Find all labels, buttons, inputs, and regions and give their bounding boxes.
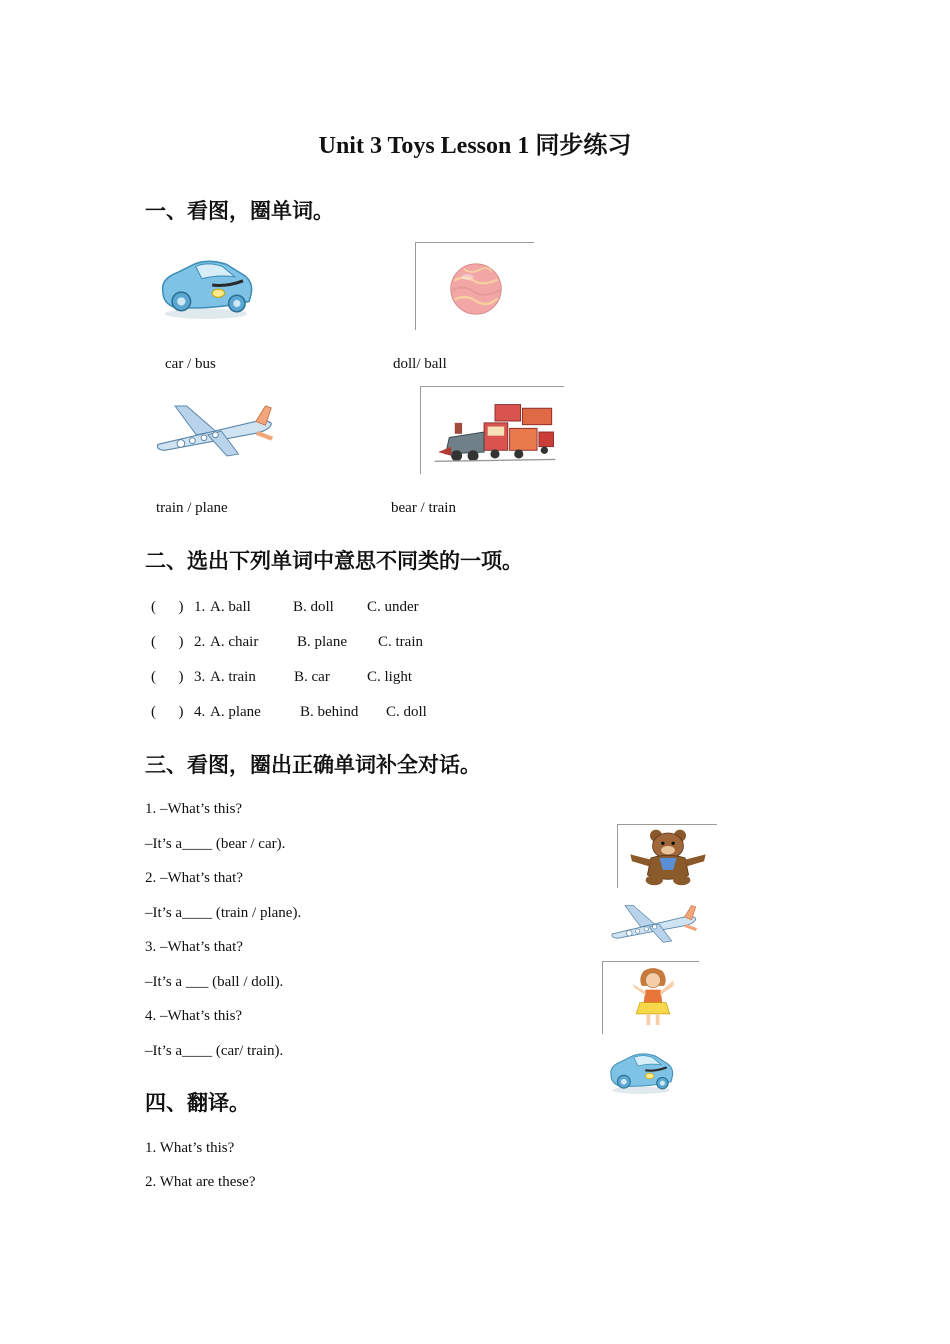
caption-bear-train: bear / train bbox=[391, 500, 456, 516]
section-3-heading: 三、看图，圈出正确单词补全对话。 bbox=[145, 753, 481, 777]
plane-picture-small bbox=[608, 902, 700, 946]
option-c: C. light bbox=[367, 669, 413, 685]
dialogue-line: –It’s a____ (train / plane). bbox=[145, 905, 302, 921]
answer-paren[interactable]: ( ) bbox=[151, 704, 184, 720]
plane-icon bbox=[608, 902, 700, 946]
train-icon bbox=[431, 395, 559, 469]
page-title: Unit 3 Toys Lesson 1 同步练习 bbox=[318, 133, 632, 159]
option-a: A. chair bbox=[210, 634, 259, 650]
dialogue-line: 1. –What’s this? bbox=[145, 801, 243, 817]
car-picture-small bbox=[601, 1046, 681, 1096]
caption-car-bus: car / bus bbox=[165, 356, 216, 372]
answer-paren[interactable]: ( ) bbox=[151, 669, 184, 685]
bear-picture bbox=[617, 824, 717, 888]
translation-line: 2. What are these? bbox=[145, 1174, 256, 1190]
train-picture bbox=[420, 386, 564, 474]
question-number: 3. bbox=[194, 669, 206, 685]
caption-doll-ball: doll/ ball bbox=[393, 356, 447, 372]
ball-icon bbox=[446, 259, 506, 319]
answer-paren[interactable]: ( ) bbox=[151, 599, 184, 615]
option-a: A. train bbox=[210, 669, 256, 685]
option-c: C. doll bbox=[386, 704, 427, 720]
caption-train-plane: train / plane bbox=[156, 500, 228, 516]
doll-picture bbox=[602, 961, 699, 1034]
option-b: B. car bbox=[294, 669, 330, 685]
car-icon bbox=[152, 250, 260, 322]
dialogue-line: –It’s a ___ (ball / doll). bbox=[145, 974, 284, 990]
dialogue-line: 2. –What’s that? bbox=[145, 870, 243, 886]
dialogue-line: 4. –What’s this? bbox=[145, 1008, 243, 1024]
option-a: A. plane bbox=[210, 704, 261, 720]
question-number: 1. bbox=[194, 599, 206, 615]
option-b: B. doll bbox=[293, 599, 334, 615]
car-icon bbox=[601, 1046, 681, 1096]
doll-icon bbox=[625, 965, 681, 1031]
section-2-heading: 二、选出下列单词中意思不同类的一项。 bbox=[145, 549, 523, 573]
option-b: B. plane bbox=[297, 634, 347, 650]
question-number: 2. bbox=[194, 634, 206, 650]
dialogue-line: –It’s a____ (bear / car). bbox=[145, 836, 286, 852]
option-b: B. behind bbox=[300, 704, 359, 720]
section-1-heading: 一、看图，圈单词。 bbox=[145, 199, 334, 223]
option-a: A. ball bbox=[210, 599, 251, 615]
ball-picture bbox=[415, 242, 534, 330]
answer-paren[interactable]: ( ) bbox=[151, 634, 184, 650]
translation-line: 1. What’s this? bbox=[145, 1140, 235, 1156]
section-4-heading: 四、翻译。 bbox=[145, 1091, 250, 1115]
dialogue-line: –It’s a____ (car/ train). bbox=[145, 1043, 284, 1059]
plane-picture bbox=[152, 402, 277, 460]
question-number: 4. bbox=[194, 704, 206, 720]
plane-icon bbox=[152, 402, 277, 460]
dialogue-line: 3. –What’s that? bbox=[145, 939, 243, 955]
car-picture bbox=[152, 250, 260, 322]
option-c: C. train bbox=[378, 634, 423, 650]
option-c: C. under bbox=[367, 599, 419, 615]
bear-icon bbox=[622, 827, 714, 887]
